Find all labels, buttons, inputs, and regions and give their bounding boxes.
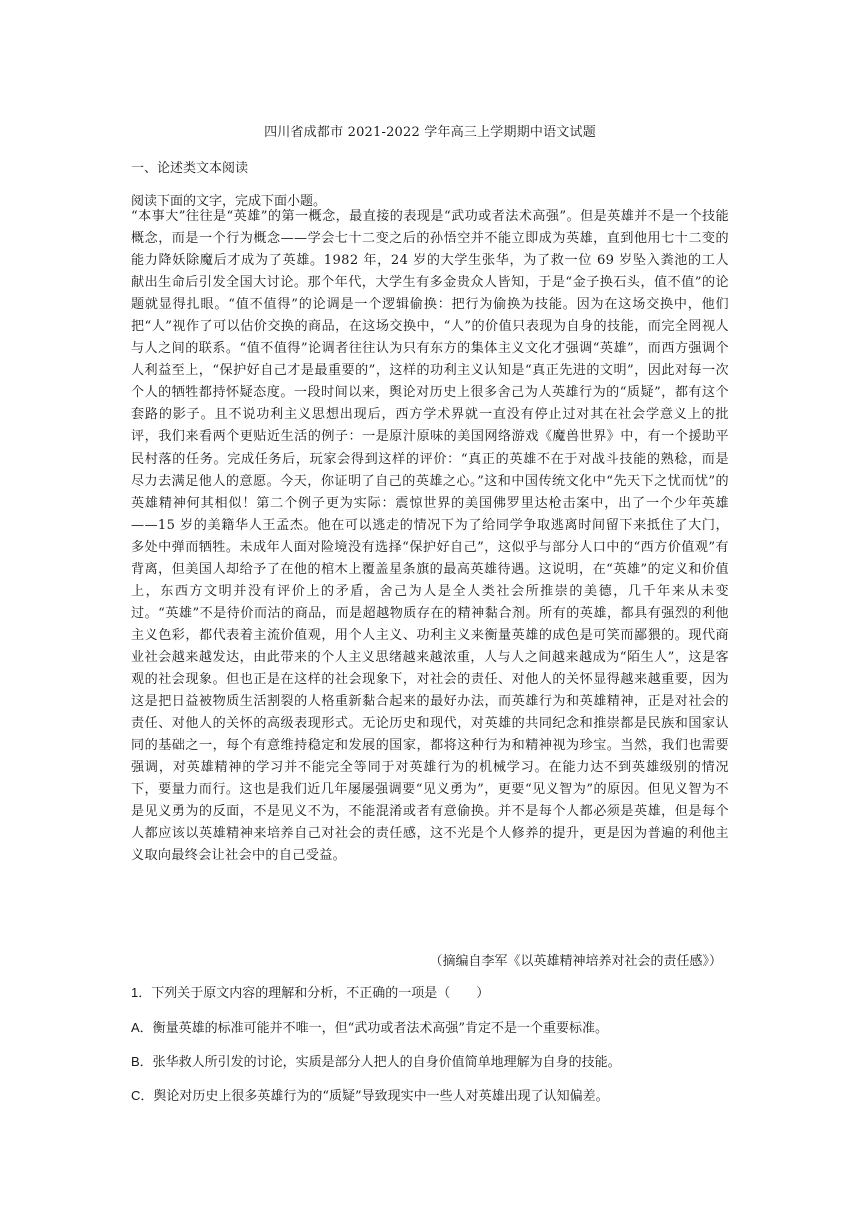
question-1: [131, 982, 489, 1001]
document-title: 四川省成都市 2021-2022 学年高三上学期期中语文试题: [264, 125, 596, 140]
reading-instruction: 阅读下面的文字，完成下面小题。: [131, 194, 327, 209]
option-text: ．张华救人所引发的讨论，实质是部分人把人的自身价值简单地理解为自身的技能。: [139, 1055, 621, 1070]
option-b: [131, 1051, 621, 1070]
option-a: [131, 1017, 608, 1036]
section-heading: 一、论述类文本阅读: [131, 161, 249, 176]
option-letter: A: [131, 1020, 140, 1035]
reading-passage: “本事大”往往是“英雄”的第一概念，最直接的表现是“武功或者法术高强”。但是英雄并不是一个技能概念，而是一个行为概念——学会七十二变之后的孙悟空并不能立即成为英雄，直到他用七十二变的能力降妖除魔后才成为了英雄。1982 年，24 岁的大学生张华，为了救一位 69 岁坠入粪池的工人献出生命后引发全国大讨论。那个年代，大学生有多金贵众人皆知，于是“金子换石头，值不值”的论题就显得扎眼。“值不值得”的论调是一个逻辑偷换：把行为偷换为技能。因为在这场交换中，他们把“人”视作了可以估价交换的商品，在这场交换中，“人”的价值只表现为自身的技能，而完全罔视人与人之间的联系。“值不值得”论调者往往认为只有东方的集体主义文化才强调“英雄”，而西方强调个人利益至上，“保护好自己才是最重要的”，这样的功利主义认知是“真正先进的文明”，因此对每一次个人的牺牲都持怀疑态度。一段时间以来，舆论对历史上很多舍己为人英雄行为的“质疑”，都有这个套路的影子。且不说功利主义思想出现后，西方学术界就一直没有停止过对其在社会学意义上的批评，我们来看两个更贴近生活的例子：一是原汁原味的美国网络游戏《魔兽世界》中，有一个援助平民村落的任务。完成任务后，玩家会得到这样的评价：“真正的英雄不在于对战斗技能的熟稔，而是尽力去满足他人的意愿。今天，你证明了自己的英雄之心。”这和中国传统文化中“先天下之忧而忧”的英雄精神何其相似！第二个例子更为实际：震惊世界的美国佛罗里达枪击案中，出了一个少年英雄——15 岁的美籍华人王孟杰。他在可以逃走的情况下为了给同学争取逃离时间留下来抵住了大门，多处中弹而牺牲。未成年人面对险境没有选择“保护好自己”，这似乎与部分人口中的“西方价值观”有背离，但美国人却给予了在他的棺木上覆盖星条旗的最高英雄待遇。这说明，在“英雄”的定义和价值上，东西方文明并没有评价上的矛盾，舍己为人是全人类社会所推崇的美德，几千年来从未变过。“英雄”不是待价而沽的商品，而是超越物质存在的精神黏合剂。所有的英雄，都具有强烈的利他主义色彩，都代表着主流价值观，用个人主义、功利主义来衡量英雄的成色是可笑而鄙猥的。现代商业社会越来越发达，由此带来的个人主义思绪越来越浓重，人与人之间越来越成为“陌生人”，这是客观的社会现象。但也正是在这样的社会现象下，对社会的责任、对他人的关怀显得越来越重要，因为这是把日益被物质生活割裂的人格重新黏合起来的最好办法，而英雄行为和英雄精神，正是对社会的责任、对他人的关怀的高级表现形式。无论历史和现代，对英雄的共同纪念和推崇都是民族和国家认同的基础之一，每个有意维持稳定和发展的国家，都将这种行为和精神视为珍宝。当然，我们也需要强调，对英雄精神的学习并不能完全等同于对英雄行为的机械学习。在能力达不到英雄级别的情况下，要量力而行。这也是我们近几年屡屡强调要“见义勇为”，更要“见义智为”的原因。但见义智为不是见义勇为的反面，不是见义不为，不能混淆或者有意偷换。并不是每个人都必须是英雄，但是每个人都应该以英雄精神来培养自己对社会的责任感，这不光是个人修养的提升，更是因为普遍的利他主义取向最终会让社会中的自己受益。: [131, 209, 729, 864]
option-text: ．舆论对历史上很多英雄行为的“质疑”导致现实中一些人对英雄出现了认知偏差。: [140, 1089, 609, 1104]
option-text: ．衡量英雄的标准可能并不唯一，但“武功或者法术高强”肯定不是一个重要标准。: [139, 1021, 608, 1036]
option-c: [131, 1085, 609, 1104]
passage-source: （摘编自李军《以英雄精神培养对社会的责任感》）: [429, 954, 722, 969]
option-letter: B: [131, 1054, 140, 1069]
question-text: ．下列关于原文内容的理解和分析，不正确的一项是（ ）: [138, 986, 490, 1001]
question-number: 1: [131, 985, 139, 1000]
option-letter: C: [131, 1088, 141, 1103]
